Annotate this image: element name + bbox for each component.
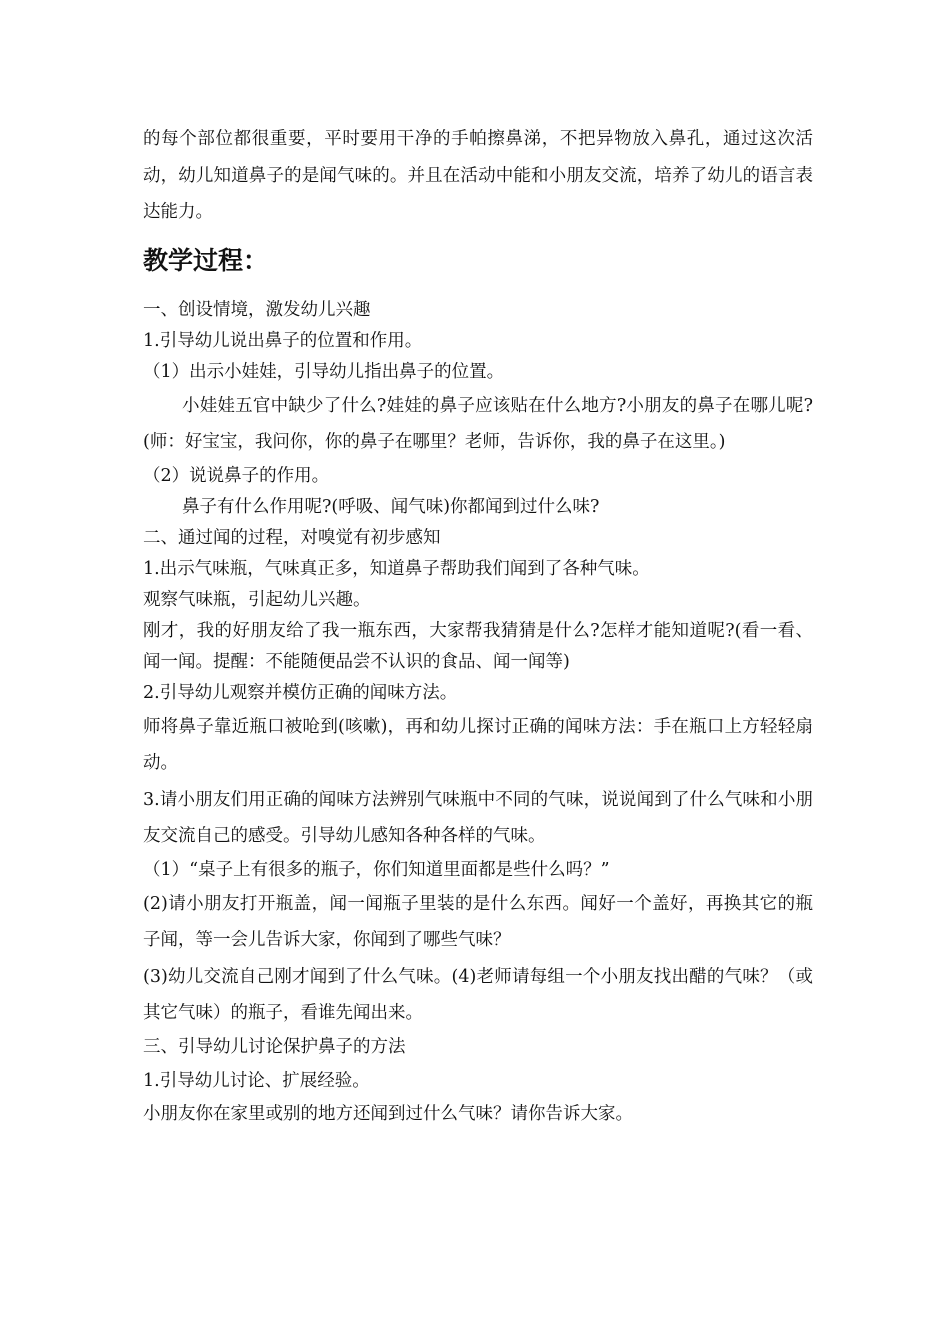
document-body xyxy=(143,121,813,1130)
step-2-3: 3.请小朋友们用正确的闻味方法辨别气味瓶中不同的气味，说说闻到了什么气味和小朋友交流自己的感受。引导幼儿感知各种各样的气味。 xyxy=(143,789,813,846)
section-title-2: 二、通过闻的过程，对嗅觉有初步感知 xyxy=(143,527,441,548)
step-1: 1.引导幼儿说出鼻子的位置和作用。 xyxy=(143,330,423,351)
section-title-3: 三、引导幼儿讨论保护鼻子的方法 xyxy=(143,1036,406,1057)
body-paragraph: 师将鼻子靠近瓶口被呛到(咳嗽)，再和幼儿探讨正确的闻味方法：手在瓶口上方轻轻扇动。 xyxy=(143,716,813,773)
section-title-1: 一、创设情境，激发幼儿兴趣 xyxy=(143,299,371,320)
body-paragraph: 鼻子有什么作用呢?(呼吸、闻气味)你都闻到过什么味? xyxy=(182,496,600,517)
step-2-2: 2.引导幼儿观察并模仿正确的闻味方法。 xyxy=(143,682,458,703)
body-paragraph: 观察气味瓶，引起幼儿兴趣。 xyxy=(143,589,371,610)
sub-step-1-1: （1）出示小娃娃，引导幼儿指出鼻子的位置。 xyxy=(143,361,505,382)
body-paragraph: 小朋友你在家里或别的地方还闻到过什么气味？请你告诉大家。 xyxy=(143,1104,633,1124)
sub-step-2-3-2: (2)请小朋友打开瓶盖，闻一闻瓶子里装的是什么东西。闻好一个盖好，再换其它的瓶子闻，等一会儿告诉大家，你闻到了哪些气味？ xyxy=(143,893,813,950)
section-heading: 教学过程： xyxy=(143,245,269,275)
intro-paragraph: 的每个部位都很重要，平时要用干净的手帕擦鼻涕，不把异物放入鼻孔，通过这次活动，幼儿知道鼻子的是闻气味的。并且在活动中能和小朋友交流，培养了幼儿的语言表达能力。 xyxy=(143,129,813,222)
sub-step-2-3-1: （1）“桌子上有很多的瓶子，你们知道里面都是些什么吗？” xyxy=(143,859,610,880)
sub-step-1-2: （2）说说鼻子的作用。 xyxy=(143,465,330,486)
sub-step-2-3-3: (3)幼儿交流自己刚才闻到了什么气味。(4)老师请每组一个小朋友找出醋的气味？（或其它气味）的瓶子，看谁先闻出来。 xyxy=(143,966,813,1023)
body-paragraph: 刚才，我的好朋友给了我一瓶东西，大家帮我猜猜是什么?怎样才能知道呢?(看一看、闻一闻。提醒：不能随便品尝不认识的食品、闻一闻等) xyxy=(143,620,813,672)
step-3-1: 1.引导幼儿讨论、扩展经验。 xyxy=(143,1070,370,1091)
body-paragraph: 小娃娃五官中缺少了什么?娃娃的鼻子应该贴在什么地方?小朋友的鼻子在哪儿呢?(师：好宝宝，我问你，你的鼻子在哪里？老师，告诉你，我的鼻子在这里。) xyxy=(143,395,813,452)
step-2-1: 1.出示气味瓶，气味真正多，知道鼻子帮助我们闻到了各种气味。 xyxy=(143,558,650,579)
